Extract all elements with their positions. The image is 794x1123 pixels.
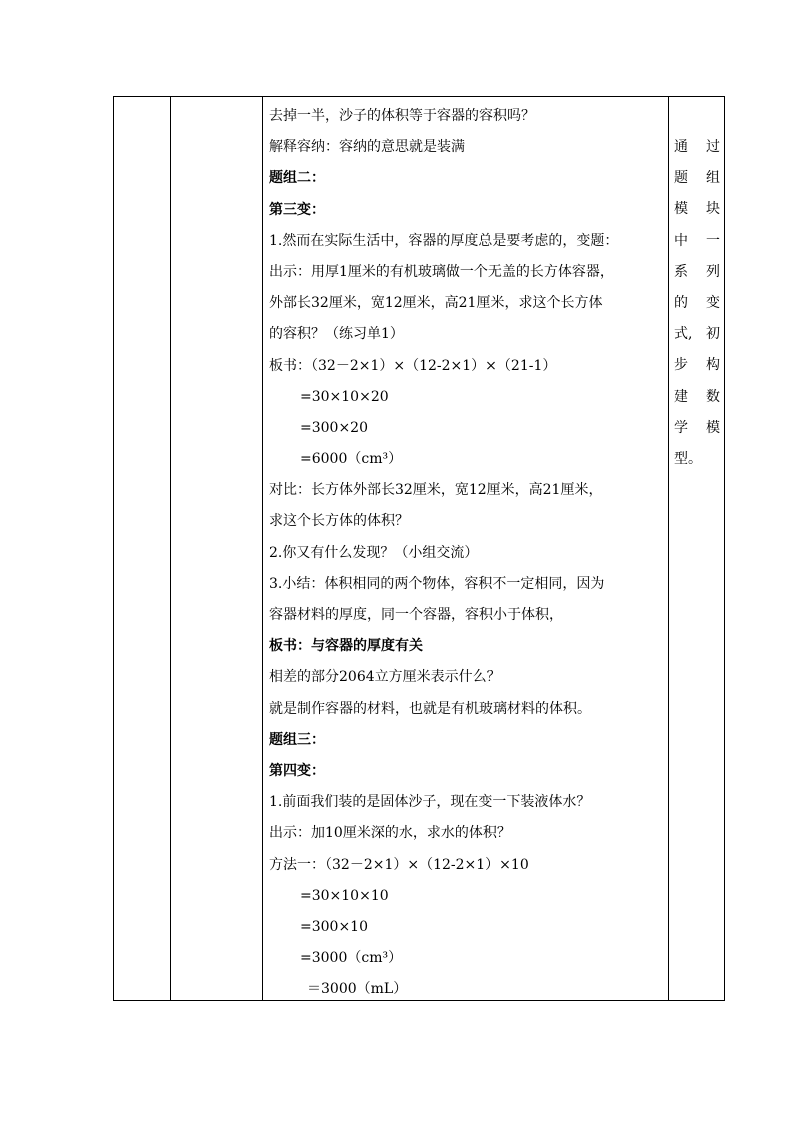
side-note-line: [674, 350, 720, 381]
text-line: 2.你又有什么发现？（小组交流）: [269, 544, 479, 561]
text-line: 的容积？（练习单1）: [269, 326, 404, 343]
lesson-table: [113, 96, 725, 1001]
text-line: 解释容纳：容纳的意思就是装满: [269, 139, 465, 156]
text-line: 出示：加10厘米深的水，求水的体积？: [269, 825, 511, 842]
side-char: 组: [706, 170, 720, 187]
side-note-line: [674, 257, 720, 288]
design-intent-cell: [674, 132, 720, 475]
side-char: 学: [674, 419, 688, 436]
side-char: 模: [674, 201, 688, 218]
formula-step: =300×20: [300, 419, 368, 436]
text-line: 对比：长方体外部长32厘米，宽12厘米，高21厘米，: [269, 482, 603, 499]
side-note-line: [674, 413, 720, 444]
side-note-line: [674, 132, 720, 163]
side-note-line: [674, 163, 720, 194]
side-char: 列: [706, 263, 720, 280]
side-char: 变: [706, 294, 720, 311]
side-char: 块: [706, 201, 720, 218]
text-line: 容器材料的厚度，同一个容器，容积小于体积，: [269, 607, 563, 623]
side-note-line: [674, 288, 720, 319]
section-heading: 第三变：: [269, 201, 325, 218]
side-char: 模: [706, 419, 720, 436]
column-divider: [262, 97, 263, 1000]
side-char: 步: [674, 357, 688, 374]
text-line: 1.然而在实际生活中，容器的厚度总是要考虑的，变题：: [269, 232, 619, 249]
side-char: 初: [706, 326, 720, 343]
board-note-heading: 板书：与容器的厚度有关: [269, 638, 423, 655]
text-line: 相差的部分2064立方厘米表示什么？: [269, 669, 501, 686]
side-char: 的: [674, 294, 688, 311]
formula-step: =6000（cm³）: [300, 451, 403, 468]
side-char: 数: [706, 388, 720, 405]
side-char: 通: [674, 139, 688, 155]
teaching-process-cell: [269, 101, 671, 1005]
text-line: 就是制作容器的材料，也就是有机玻璃材料的体积。: [269, 700, 591, 717]
section-heading: 第四变：: [269, 762, 325, 779]
formula-step: =300×10: [300, 918, 368, 935]
side-char: 构: [706, 357, 720, 374]
side-note-line: [674, 194, 720, 225]
side-char: 过: [706, 139, 720, 155]
side-char: 一: [706, 232, 720, 249]
side-char: 系: [674, 263, 688, 280]
section-heading: 题组三：: [269, 731, 325, 748]
text-line: 外部长32厘米，宽12厘米，高21厘米，求这个长方体: [269, 295, 603, 312]
side-note-line: [674, 444, 720, 475]
side-char: 建: [674, 388, 688, 405]
text-line: 求这个长方体的体积？: [269, 513, 409, 530]
side-note-line: [674, 382, 720, 413]
side-note-line: [674, 319, 720, 350]
text-line: 1.前面我们装的是固体沙子，现在变一下装液体水？: [269, 794, 591, 811]
text-line: 出示：用厚1厘米的有机玻璃做一个无盖的长方体容器，: [269, 263, 614, 280]
formula-step: =30×10×10: [300, 887, 389, 904]
text-line: 3.小结：体积相同的两个物体，容积不一定相同，因为: [269, 575, 605, 592]
column-divider: [170, 97, 171, 1000]
side-note-line: [674, 226, 720, 257]
side-char: 式,: [674, 326, 693, 343]
formula-step: =3000（cm³）: [300, 950, 403, 967]
side-char: 题: [674, 170, 688, 187]
text-line: 去掉一半，沙子的体积等于容器的容积吗？: [269, 108, 535, 124]
side-char: 型。: [674, 450, 702, 467]
side-char: 中: [674, 232, 688, 249]
formula-step: =30×10×20: [300, 388, 389, 405]
formula-line: 方法一：（32－2×1）×（12-2×1）×10: [269, 856, 529, 873]
formula-step: ＝3000（mL）: [307, 981, 408, 998]
formula-line: 板书：（32－2×1）×（12-2×1）×（21-1）: [269, 357, 557, 374]
section-heading: 题组二：: [269, 170, 325, 187]
